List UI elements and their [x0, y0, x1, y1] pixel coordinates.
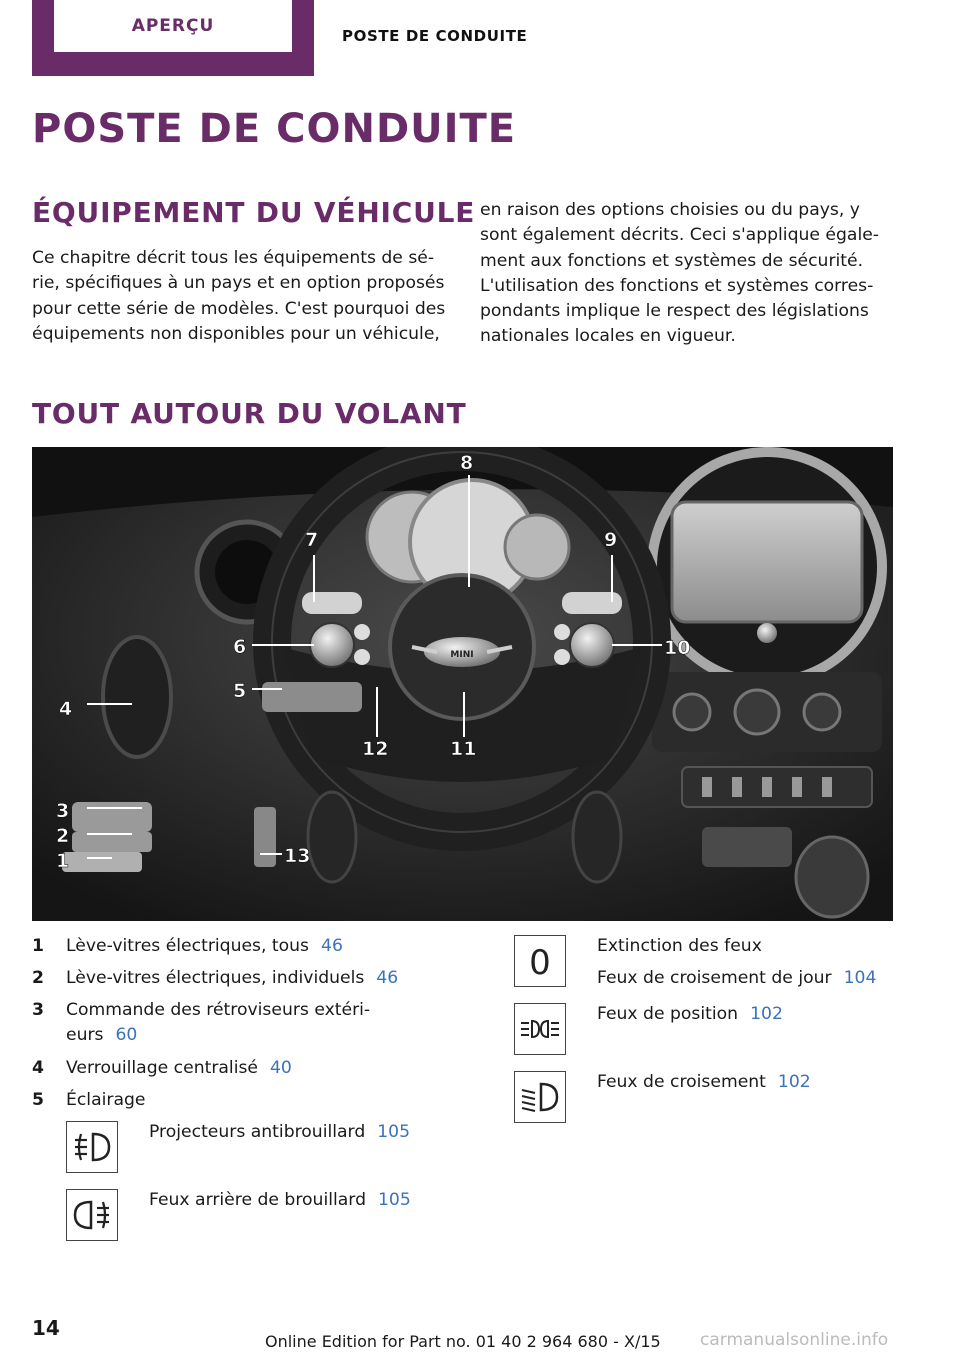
equipement-paragraph-right	[480, 198, 900, 350]
front-fog-light-icon	[66, 1121, 118, 1173]
page-link[interactable]: 105	[377, 1122, 411, 1142]
paragraph-line: Ce chapitre décrit tous les équipements de sé-	[32, 248, 435, 268]
cockpit-illustration	[32, 447, 893, 921]
page-link[interactable]: 102	[777, 1072, 811, 1092]
callout-number: 12	[362, 738, 389, 760]
legend-symbol-item	[597, 1070, 811, 1095]
legend-label: Commande des rétroviseurs extéri-	[66, 1000, 371, 1020]
paragraph-line: en raison des options choisies ou du pays, y	[480, 200, 860, 220]
legend-text	[149, 1190, 411, 1210]
rear-fog-light-icon	[66, 1189, 118, 1241]
page-link[interactable]: 104	[843, 968, 877, 988]
legend-text	[66, 966, 398, 991]
parking-lights-icon	[514, 1003, 566, 1055]
lights-off-icon	[514, 935, 566, 987]
legend-text	[597, 966, 876, 991]
legend-symbol-item	[149, 1120, 410, 1145]
callout-number: 6	[233, 636, 247, 658]
legend-label: Lève-vitres électriques, tous	[66, 936, 310, 956]
header-tab-section[interactable]: POSTE DE CONDUITE	[342, 27, 528, 45]
paragraph-line: pour cette série de modèles. C'est pourquoi des	[32, 298, 446, 319]
legend-text	[66, 934, 343, 959]
low-beam-icon	[514, 1071, 566, 1123]
legend-text	[597, 1072, 811, 1092]
paragraph-line: ment aux fonctions et systèmes de sécurité.	[480, 250, 864, 271]
legend-text	[66, 1056, 292, 1081]
callout-number: 11	[450, 738, 477, 760]
callout-number: 8	[460, 452, 474, 474]
lights-off-glyph: 0	[529, 943, 551, 983]
paragraph-line: équipements non disponibles pour un véhicule,	[32, 323, 440, 344]
mini-logo-text: MINI	[450, 650, 474, 660]
legend-symbol-item	[597, 1002, 783, 1027]
paragraph-line: sont également décrits. Ceci s'applique égale-	[480, 225, 879, 246]
callout-number: 5	[233, 680, 247, 702]
legend-label: Feux de position	[597, 1004, 739, 1024]
page-title: POSTE DE CONDUITE	[32, 106, 517, 152]
header-tab-apercu-label: APERÇU	[54, 0, 292, 52]
callout-number: 2	[56, 825, 70, 847]
callout-number: 1	[56, 850, 70, 872]
legend-item	[32, 934, 472, 960]
legend-number: 4	[32, 1058, 44, 1078]
callout-number: 13	[284, 845, 311, 867]
legend-label: Projecteurs antibrouillard	[149, 1122, 366, 1142]
callout-number: 9	[604, 529, 618, 551]
legend-number: 2	[32, 968, 44, 988]
legend-label: Feux de croisement	[597, 1072, 766, 1092]
legend-item	[32, 998, 472, 1050]
paragraph-line: rie, spécifiques à un pays et en option proposés	[32, 273, 445, 294]
legend-item	[32, 1088, 472, 1114]
legend-number: 5	[32, 1090, 44, 1110]
cockpit-photo	[32, 447, 893, 921]
legend-label: Lève-vitres électriques, individuels	[66, 968, 365, 988]
page-link[interactable]: 40	[270, 1058, 292, 1078]
legend-label-continued: eurs	[66, 1025, 104, 1045]
page-link[interactable]: 46	[321, 936, 343, 956]
paragraph-line: nationales locales en vigueur.	[480, 326, 736, 347]
legend-label: Éclairage	[66, 1090, 146, 1110]
page-link[interactable]: 102	[750, 1004, 783, 1024]
legend-text	[149, 1122, 410, 1142]
legend-item	[32, 1056, 472, 1082]
callout-number: 7	[305, 529, 319, 551]
page-link[interactable]: 105	[377, 1190, 411, 1210]
legend-number: 3	[32, 1000, 44, 1020]
legend-text	[66, 1023, 137, 1048]
page-number: 14	[32, 1316, 60, 1340]
paragraph-line: L'utilisation des fonctions et systèmes corres-	[480, 275, 874, 296]
equipement-paragraph-left	[32, 246, 452, 347]
callout-number: 10	[664, 637, 691, 659]
page-link[interactable]: 46	[376, 968, 399, 988]
legend-label: Extinction des feux	[597, 936, 762, 956]
watermark: carmanualsonline.info	[700, 1330, 889, 1350]
legend-symbol-item	[149, 1188, 411, 1213]
legend-label: Verrouillage centralisé	[66, 1058, 258, 1078]
legend-text	[597, 1004, 783, 1024]
section-heading-equipement: ÉQUIPEMENT DU VÉHICULE	[32, 196, 476, 229]
callout-number: 3	[56, 800, 70, 822]
callout-number: 4	[59, 698, 73, 720]
footer-edition: Online Edition for Part no. 01 40 2 964 680 - X/15	[265, 1332, 661, 1351]
header-tab-apercu[interactable]	[32, 0, 314, 76]
legend-label: Feux de croisement de jour	[597, 968, 832, 988]
page-link[interactable]: 60	[115, 1025, 138, 1045]
section-heading-volant: TOUT AUTOUR DU VOLANT	[32, 397, 467, 430]
paragraph-line: pondants implique le respect des législations	[480, 301, 869, 322]
legend-label: Feux arrière de brouillard	[149, 1190, 366, 1210]
legend-item	[32, 966, 472, 992]
legend-number: 1	[32, 936, 44, 956]
